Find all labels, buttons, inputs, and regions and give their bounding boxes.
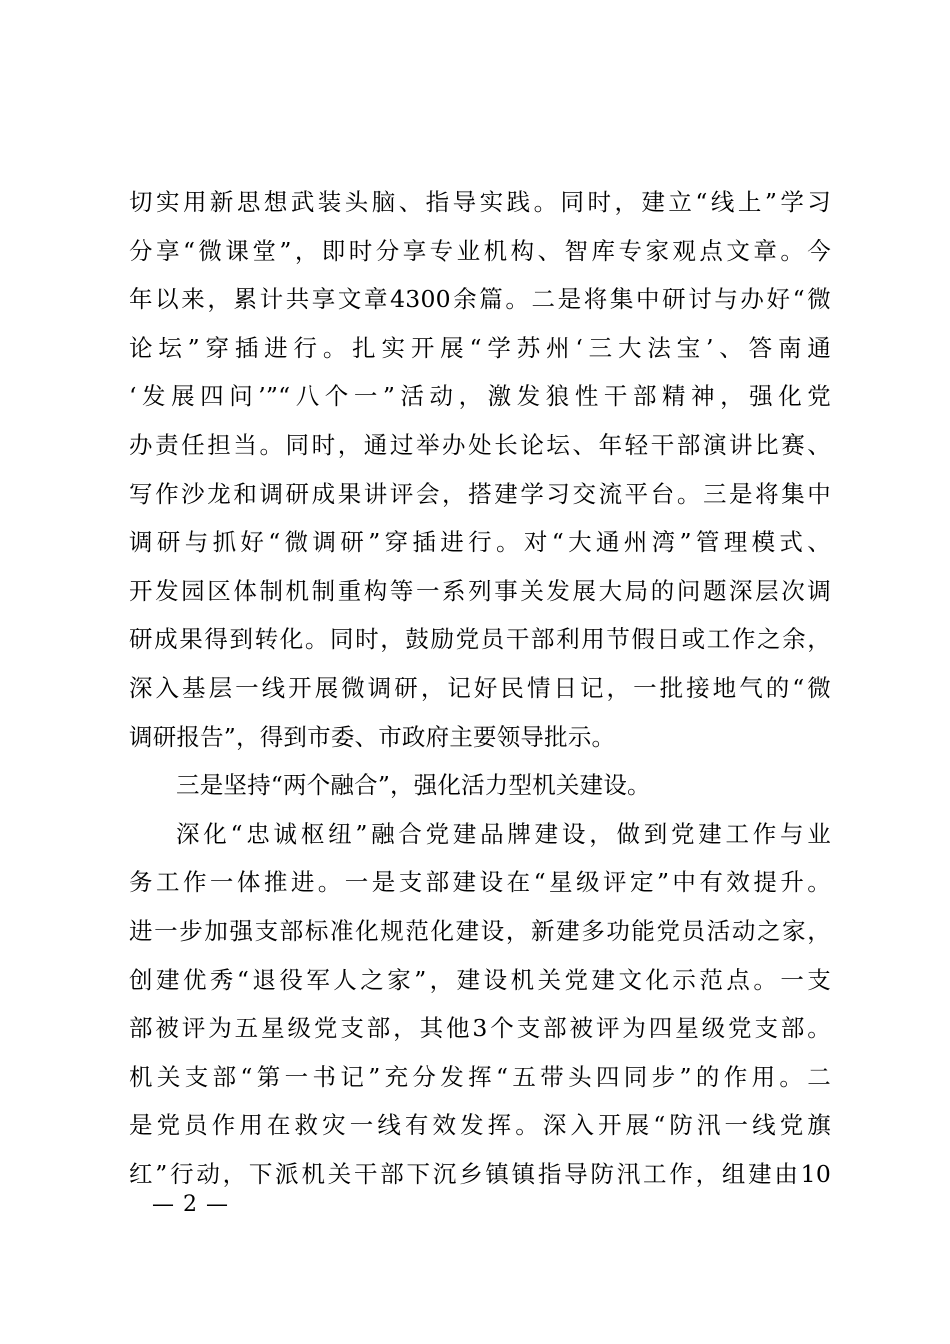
text-line-3: 年以来，累计共享文章4300余篇。二是将集中研讨与办好“微	[129, 285, 831, 314]
text-line-10: 研成果得到转化。同时，鼓励党员干部利用节假日或工作之余，	[129, 625, 831, 654]
text-line-19: 机关支部“第一书记”充分发挥“五带头四同步”的作用。二	[129, 1062, 831, 1091]
page-number: — 2 —	[152, 1192, 229, 1217]
text-line-15: 务工作一体推进。一是支部建设在“星级评定”中有效提升。	[129, 868, 831, 897]
text-line-2: 分享“微课堂”，即时分享专业机构、智库专家观点文章。今	[129, 236, 831, 265]
body-text	[129, 178, 831, 1198]
section-heading: 三是坚持“两个融合”，强化活力型机关建设。	[176, 771, 651, 800]
text-line-20: 是党员作用在救灾一线有效发挥。深入开展“防汛一线党旗	[129, 1111, 831, 1140]
text-line-21: 红”行动，下派机关干部下沉乡镇镇指导防汛工作，组建由10	[129, 1159, 831, 1188]
text-line-18: 部被评为五星级党支部，其他3个支部被评为四星级党支部。	[129, 1014, 831, 1043]
text-line-1: 切实用新思想武装头脑、指导实践。同时，建立“线上”学习	[129, 188, 831, 216]
text-line-6: 办责任担当。同时，通过举办处长论坛、年轻干部演讲比赛、	[129, 430, 831, 459]
text-line-4: 论坛”穿插进行。扎实开展“学苏州‘三大法宝’、答南通	[129, 333, 831, 362]
text-line-14: 深化“忠诚枢纽”融合党建品牌建设，做到党建工作与业	[176, 819, 831, 848]
text-line-7: 写作沙龙和调研成果讲评会，搭建学习交流平台。三是将集中	[129, 479, 831, 508]
text-line-12: 调研报告”，得到市委、市政府主要领导批示。	[129, 722, 616, 751]
text-line-8: 调研与抓好“微调研”穿插进行。对“大通州湾”管理模式、	[129, 528, 831, 557]
text-line-5: ‘发展四问’”“八个一”活动，激发狼性干部精神，强化党	[129, 382, 831, 411]
text-line-16: 进一步加强支部标准化规范化建设，新建多功能党员活动之家，	[129, 916, 831, 945]
text-line-11: 深入基层一线开展微调研，记好民情日记，一批接地气的“微	[129, 673, 831, 702]
text-line-17: 创建优秀“退役军人之家”，建设机关党建文化示范点。一支	[129, 965, 831, 994]
text-line-9: 开发园区体制机制重构等一系列事关发展大局的问题深层次调	[129, 576, 831, 605]
